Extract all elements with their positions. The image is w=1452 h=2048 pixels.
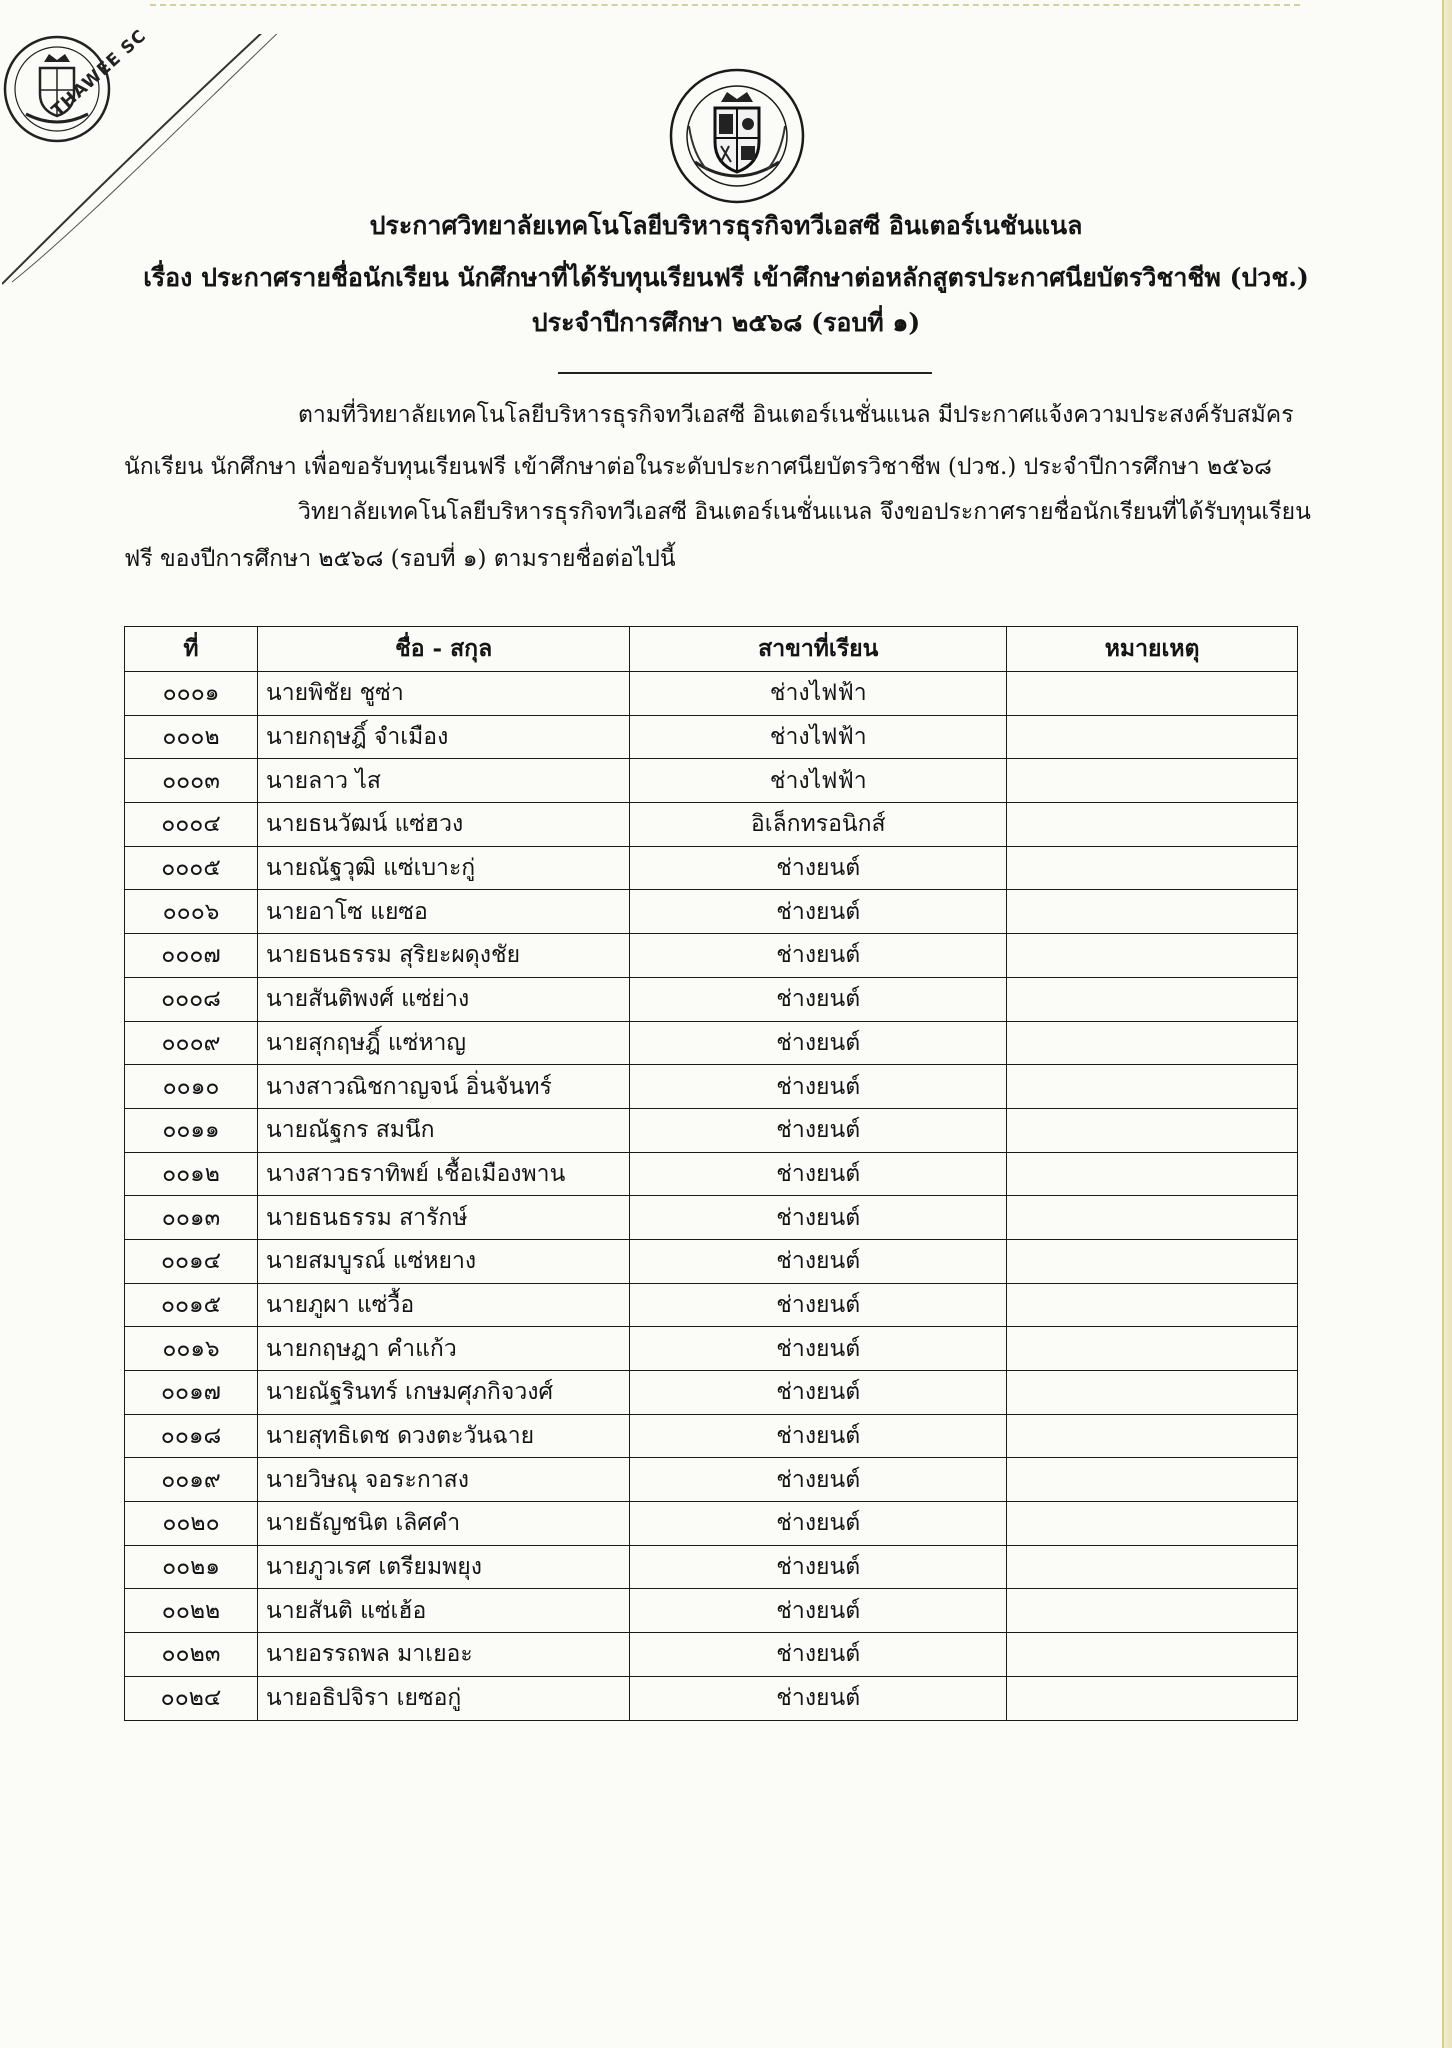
scholarship-roster-table [124,626,1298,1721]
row-field: ช่างยนต์ [630,1458,1007,1502]
row-name: นายอธิปจิรา เยซอกู่ [258,1676,630,1720]
row-name: นายภูผา แซ่วื้อ [258,1283,630,1327]
table-row [125,1021,1298,1065]
row-note [1007,759,1298,803]
table-row [125,1239,1298,1283]
row-name: นายธนธรรม สุริยะผดุงชัย [258,934,630,978]
row-field: ช่างยนต์ [630,1196,1007,1240]
row-number: ๐๐๑๑ [125,1108,258,1152]
table-row [125,1545,1298,1589]
row-name: นายณัฐรินทร์ เกษมศุภกิจวงศ์ [258,1371,630,1415]
row-field: ช่างยนต์ [630,1502,1007,1546]
row-name: นายวิษณุ จอระกาสง [258,1458,630,1502]
row-note [1007,1327,1298,1371]
row-number: ๐๐๐๒ [125,715,258,759]
row-number: ๐๐๑๙ [125,1458,258,1502]
row-note [1007,1545,1298,1589]
row-field: ช่างยนต์ [630,1065,1007,1109]
row-number: ๐๐๐๗ [125,934,258,978]
row-note [1007,1283,1298,1327]
row-name: นายธนวัฒน์ แซ่ฮวง [258,803,630,847]
row-name: นายสุทธิเดช ดวงตะวันฉาย [258,1414,630,1458]
row-field: ช่างยนต์ [630,1152,1007,1196]
row-name: นายกฤษฎิ์ จำเมือง [258,715,630,759]
table-row [125,846,1298,890]
table-header-row [125,627,1298,672]
row-name: นายกฤษฎา คำแก้ว [258,1327,630,1371]
table-row [125,1283,1298,1327]
table-row [125,890,1298,934]
row-note [1007,1239,1298,1283]
table-row [125,977,1298,1021]
row-note [1007,715,1298,759]
row-field: ช่างยนต์ [630,1545,1007,1589]
table-row [125,715,1298,759]
row-number: ๐๐๑๖ [125,1327,258,1371]
table-row [125,1065,1298,1109]
row-name: นายธัญชนิต เลิศคำ [258,1502,630,1546]
announcement-subject: เรื่อง ประกาศรายชื่อนักเรียน นักศึกษาที่ได้รับทุนเรียนฟรี เข้าศึกษาต่อหลักสูตรประกาศนียบัตรวิชาชีพ (ปวช.) [143,263,1309,292]
row-number: ๐๐๑๐ [125,1065,258,1109]
row-name: นายอรรถพล มาเยอะ [258,1633,630,1677]
row-field: ช่างไฟฟ้า [630,759,1007,803]
row-name: นายลาว ไส [258,759,630,803]
row-note [1007,1065,1298,1109]
table-row [125,1414,1298,1458]
row-note [1007,1371,1298,1415]
row-name: นายสันติ แซ่เฮ้อ [258,1589,630,1633]
row-name: นายสันติพงศ์ แซ่ย่าง [258,977,630,1021]
row-field: ช่างยนต์ [630,1414,1007,1458]
page-top-edge [150,4,1300,6]
body-paragraph-line-2: นักเรียน นักศึกษา เพื่อขอรับทุนเรียนฟรี เข้าศึกษาต่อในระดับประกาศนียบัตรวิชาชีพ (ปวช.) ประจำปีการศึกษา ๒๕๖๘ [124,454,1272,480]
table-row [125,1633,1298,1677]
row-note [1007,1676,1298,1720]
row-note [1007,890,1298,934]
row-field: ช่างยนต์ [630,1283,1007,1327]
row-note [1007,1021,1298,1065]
stamp-text: THAWEE SC [48,25,151,121]
table-row [125,803,1298,847]
row-field: ช่างยนต์ [630,977,1007,1021]
row-number: ๐๐๐๙ [125,1021,258,1065]
header-note: หมายเหตุ [1007,627,1298,672]
row-number: ๐๐๐๖ [125,890,258,934]
row-field: ช่างยนต์ [630,1327,1007,1371]
row-note [1007,1633,1298,1677]
row-name: นายอาโซ แยซอ [258,890,630,934]
header-no: ที่ [125,627,258,672]
row-number: ๐๐๐๘ [125,977,258,1021]
table-row [125,1108,1298,1152]
row-field: ช่างยนต์ [630,890,1007,934]
row-name: นายสมบูรณ์ แซ่หยาง [258,1239,630,1283]
row-note [1007,1589,1298,1633]
row-number: ๐๐๒๓ [125,1633,258,1677]
row-number: ๐๐๒๔ [125,1676,258,1720]
row-name: นายณัฐกร สมนึก [258,1108,630,1152]
row-field: ช่างไฟฟ้า [630,715,1007,759]
row-note [1007,846,1298,890]
row-name: นายสุกฤษฎิ์ แซ่หาญ [258,1021,630,1065]
row-note [1007,977,1298,1021]
row-note [1007,1502,1298,1546]
row-number: ๐๐๒๒ [125,1589,258,1633]
table-row [125,759,1298,803]
row-field: ช่างยนต์ [630,1021,1007,1065]
row-field: ช่างยนต์ [630,1239,1007,1283]
row-name: นางสาวณิชกาญจน์ อิ่นจันทร์ [258,1065,630,1109]
row-field: ช่างไฟฟ้า [630,672,1007,716]
row-note [1007,803,1298,847]
table-row [125,1458,1298,1502]
announcement-title: ประกาศวิทยาลัยเทคโนโลยีบริหารธุรกิจทวีเอสซี อินเตอร์เนชันแนล [369,211,1083,240]
row-name: นายณัฐวุฒิ แซ่เบาะกู่ [258,846,630,890]
header-name: ชื่อ - สกุล [258,627,630,672]
row-note [1007,934,1298,978]
row-number: ๐๐๐๓ [125,759,258,803]
row-name: นายพิชัย ชูซ่า [258,672,630,716]
row-field: ช่างยนต์ [630,1676,1007,1720]
table-row [125,1676,1298,1720]
body-paragraph-line-1: ตามที่วิทยาลัยเทคโนโลยีบริหารธุรกิจทวีเอสซี อินเตอร์เนชั่นแนล มีประกาศแจ้งความประสงค์รับสมัคร [298,402,1294,428]
row-note [1007,1414,1298,1458]
row-note [1007,1152,1298,1196]
table-row [125,1502,1298,1546]
row-number: ๐๐๒๑ [125,1545,258,1589]
table-row [125,1327,1298,1371]
row-number: ๐๐๑๘ [125,1414,258,1458]
row-number: ๐๐๐๔ [125,803,258,847]
body-paragraph-line-4: ฟรี ของปีการศึกษา ๒๕๖๘ (รอบที่ ๑) ตามรายชื่อต่อไปนี้ [124,546,676,572]
table-row [125,1371,1298,1415]
body-paragraph-line-3: วิทยาลัยเทคโนโลยีบริหารธุรกิจทวีเอสซี อินเตอร์เนชั่นแนล จึงขอประกาศรายชื่อนักเรียนที่ได้รับทุนเรียน [298,499,1311,525]
title-divider [558,372,932,374]
row-number: ๐๐๐๑ [125,672,258,716]
row-note [1007,1108,1298,1152]
row-number: ๐๐๑๗ [125,1371,258,1415]
table-row [125,672,1298,716]
row-field: ช่างยนต์ [630,1589,1007,1633]
row-field: ช่างยนต์ [630,934,1007,978]
row-field: ช่างยนต์ [630,846,1007,890]
row-name: นางสาวธราทิพย์ เชื้อเมืองพาน [258,1152,630,1196]
row-field: ช่างยนต์ [630,1371,1007,1415]
roster-body [125,672,1298,1721]
row-number: ๐๐๒๐ [125,1502,258,1546]
academic-year-round: ประจำปีการศึกษา ๒๕๖๘ (รอบที่ ๑) [531,308,921,337]
college-crest-logo [667,66,807,206]
table-row [125,1152,1298,1196]
table-row [125,1589,1298,1633]
row-number: ๐๐๑๔ [125,1239,258,1283]
row-number: ๐๐๐๕ [125,846,258,890]
header-field: สาขาที่เรียน [630,627,1007,672]
row-field: อิเล็กทรอนิกส์ [630,803,1007,847]
row-note [1007,672,1298,716]
row-note [1007,1458,1298,1502]
table-row [125,1196,1298,1240]
row-name: นายภูวเรศ เตรียมพยุง [258,1545,630,1589]
row-number: ๐๐๑๒ [125,1152,258,1196]
row-field: ช่างยนต์ [630,1108,1007,1152]
row-note [1007,1196,1298,1240]
row-number: ๐๐๑๓ [125,1196,258,1240]
row-field: ช่างยนต์ [630,1633,1007,1677]
row-number: ๐๐๑๕ [125,1283,258,1327]
table-row [125,934,1298,978]
row-name: นายธนธรรม สารักษ์ [258,1196,630,1240]
